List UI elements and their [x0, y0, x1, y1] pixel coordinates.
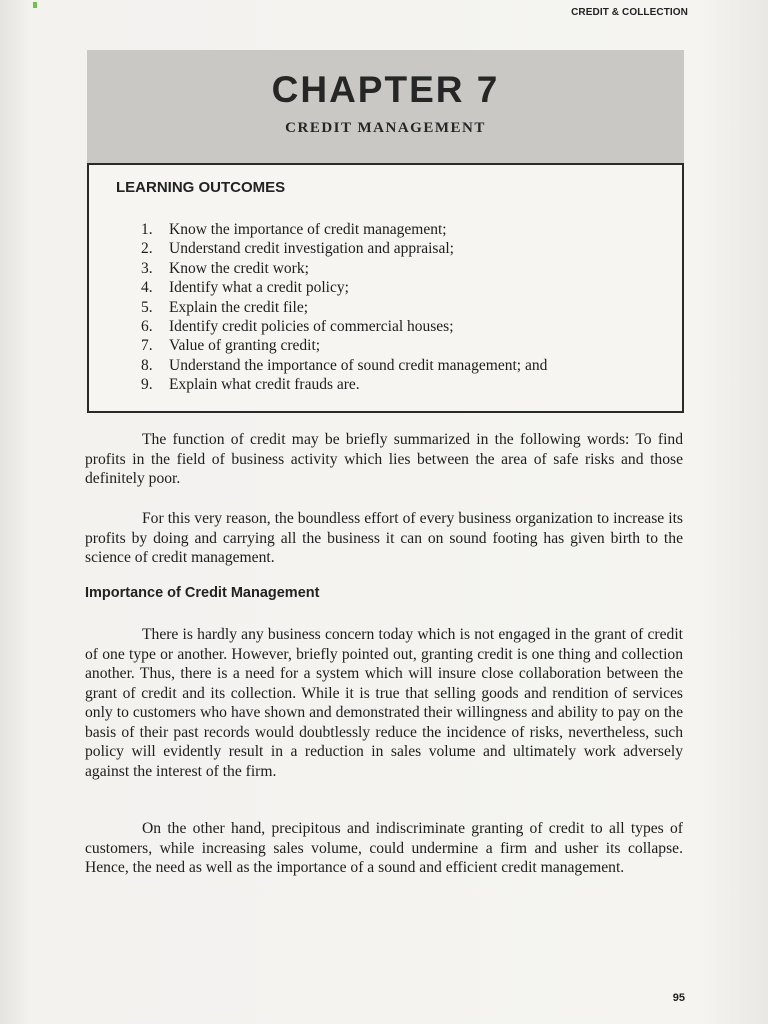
list-item-number: 9. [141, 376, 153, 394]
list-item [141, 259, 547, 278]
chapter-title: CHAPTER 7 [271, 69, 500, 110]
list-item [141, 317, 547, 336]
paragraph-importance: There is hardly any business concern today which is not engaged in the grant of credit of one type or another. However, briefly pointed out, granting credit is one thing and collection another. Thus, there is a need for a system which will insure close collaboration between the grant of credit and its collection. While it is true that selling goods and rendition of services only to customers who have shown and demonstrated their willingness and ability to pay on the basis of their past records would doubtlessly reduce the incidence of risks, nevertheless, such policy will evidently result in a reduction in sales volume and ultimately work adversely against the interest of the firm. [85, 626, 683, 780]
page-edge-mark [33, 2, 37, 8]
list-item-number: 3. [141, 259, 153, 277]
page-number: 95 [672, 992, 685, 1004]
list-item-text: Identify what a credit policy; [169, 279, 349, 297]
learning-outcomes-list [141, 220, 547, 395]
list-item [141, 298, 547, 317]
list-item-number: 7. [141, 337, 153, 355]
list-item-number: 4. [141, 279, 153, 297]
chapter-subtitle: CREDIT MANAGEMENT [285, 120, 486, 136]
list-item [141, 375, 547, 394]
list-item-number: 5. [141, 298, 153, 316]
learning-outcomes-heading: LEARNING OUTCOMES [116, 179, 286, 196]
list-item [141, 336, 547, 355]
running-head: CREDIT & COLLECTION [571, 7, 688, 18]
list-item [141, 356, 547, 375]
learning-outcomes-box [87, 163, 684, 413]
list-item-text: Identify credit policies of commercial houses; [169, 318, 454, 336]
paragraph-other-hand: On the other hand, precipitous and indiscriminate granting of credit to all types of customers, while increasing sales volume, could undermine a firm and usher its collapse. Hence, the need as well as the importance of a sound and efficient credit management. [85, 820, 683, 876]
paragraph-credit-science: For this very reason, the boundless effort of every business organization to increase its profits by doing and carrying all the business it can on sound footing has given birth to the science of credit management. [85, 510, 683, 566]
list-item-number: 1. [141, 221, 153, 238]
list-item [141, 278, 547, 297]
list-item-text: Understand credit investigation and appraisal; [169, 240, 454, 258]
list-item-number: 6. [141, 318, 153, 336]
list-item-text: Know the credit work; [169, 259, 309, 277]
list-item-text: Know the importance of credit management; [169, 221, 447, 238]
list-item [141, 239, 547, 258]
list-item-text: Understand the importance of sound credit management; and [169, 356, 548, 374]
paragraph-credit-function: The function of credit may be briefly summarized in the following words: To find profits in the field of business activity which lies between the area of safe risks and those definitely poor. [85, 431, 683, 487]
list-item [141, 220, 547, 239]
list-item-number: 2. [141, 240, 153, 258]
list-item-number: 8. [141, 356, 153, 374]
list-item-text: Explain what credit frauds are. [169, 376, 360, 394]
section-heading: Importance of Credit Management [85, 585, 320, 601]
list-item-text: Value of granting credit; [169, 337, 321, 355]
chapter-banner [87, 50, 684, 163]
list-item-text: Explain the credit file; [169, 298, 309, 316]
